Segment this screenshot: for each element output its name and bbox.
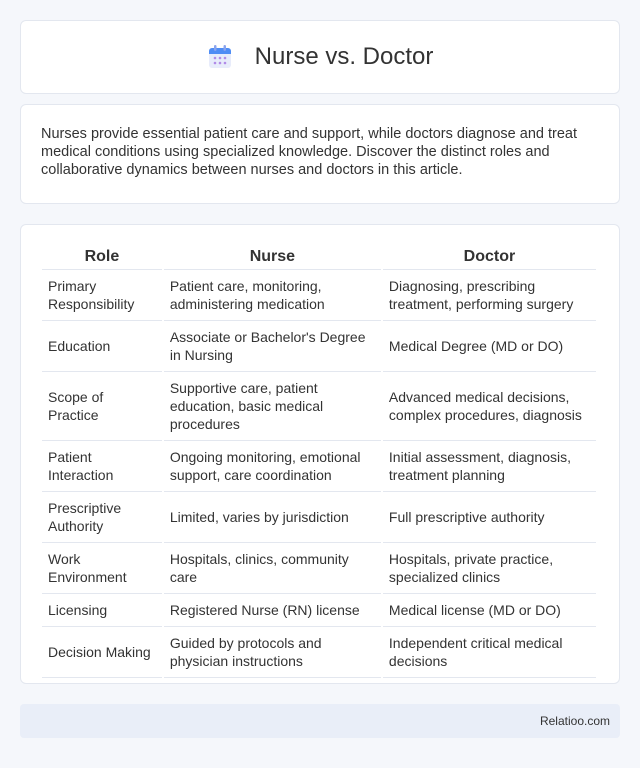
intro-card [20,104,620,204]
cell-nurse: Guided by protocols and physician instructions [164,626,381,678]
cell-role: Licensing [42,593,162,626]
page-title: Nurse vs. Doctor [254,43,434,70]
calendar-icon [207,44,233,70]
comparison-table [40,245,598,678]
title-card [20,20,620,94]
cell-doctor: Initial assessment, diagnosis, treatment planning [383,440,596,491]
cell-role: Education [42,320,162,371]
cell-nurse: Limited, varies by jurisdiction [164,491,381,542]
cell-doctor: Diagnosing, prescribing treatment, performing surgery [383,269,596,320]
cell-doctor: Hospitals, private practice, specialized clinics [383,542,596,593]
comparison-card [20,224,620,684]
cell-nurse: Hospitals, clinics, community care [164,542,381,593]
cell-role: Prescriptive Authority [42,491,162,542]
header-role: Role [84,248,120,265]
table-row [42,542,596,593]
cell-nurse: Supportive care, patient education, basic medical procedures [164,371,381,440]
header-nurse: Nurse [249,248,296,265]
cell-role: Scope of Practice [42,371,162,440]
cell-doctor: Independent critical medical decisions [383,626,596,678]
table-row [42,320,596,371]
footer-brand[interactable]: Relatioo.com [539,714,610,728]
cell-doctor: Medical Degree (MD or DO) [383,320,596,371]
cell-role: Patient Interaction [42,440,162,491]
footer [20,704,620,738]
intro-text: Nurses provide essential patient care and support, while doctors diagnose and treat medical conditions using specialized knowledge. Discover the distinct roles and collaborative dynamics between nurses and doctors in this article. [41,126,578,178]
cell-doctor: Full prescriptive authority [383,491,596,542]
table-row [42,371,596,440]
table-row [42,593,596,626]
cell-doctor: Advanced medical decisions, complex procedures, diagnosis [383,371,596,440]
cell-nurse: Registered Nurse (RN) license [164,593,381,626]
cell-role: Primary Responsibility [42,269,162,320]
cell-doctor: Medical license (MD or DO) [383,593,596,626]
cell-nurse: Associate or Bachelor's Degree in Nursing [164,320,381,371]
cell-role: Work Environment [42,542,162,593]
cell-nurse: Patient care, monitoring, administering medication [164,269,381,320]
table-row [42,440,596,491]
table-row [42,626,596,678]
cell-nurse: Ongoing monitoring, emotional support, care coordination [164,440,381,491]
table-row [42,491,596,542]
header-doctor: Doctor [463,248,516,265]
table-row [42,269,596,320]
cell-role: Decision Making [42,626,162,678]
table-header-row [42,245,596,269]
